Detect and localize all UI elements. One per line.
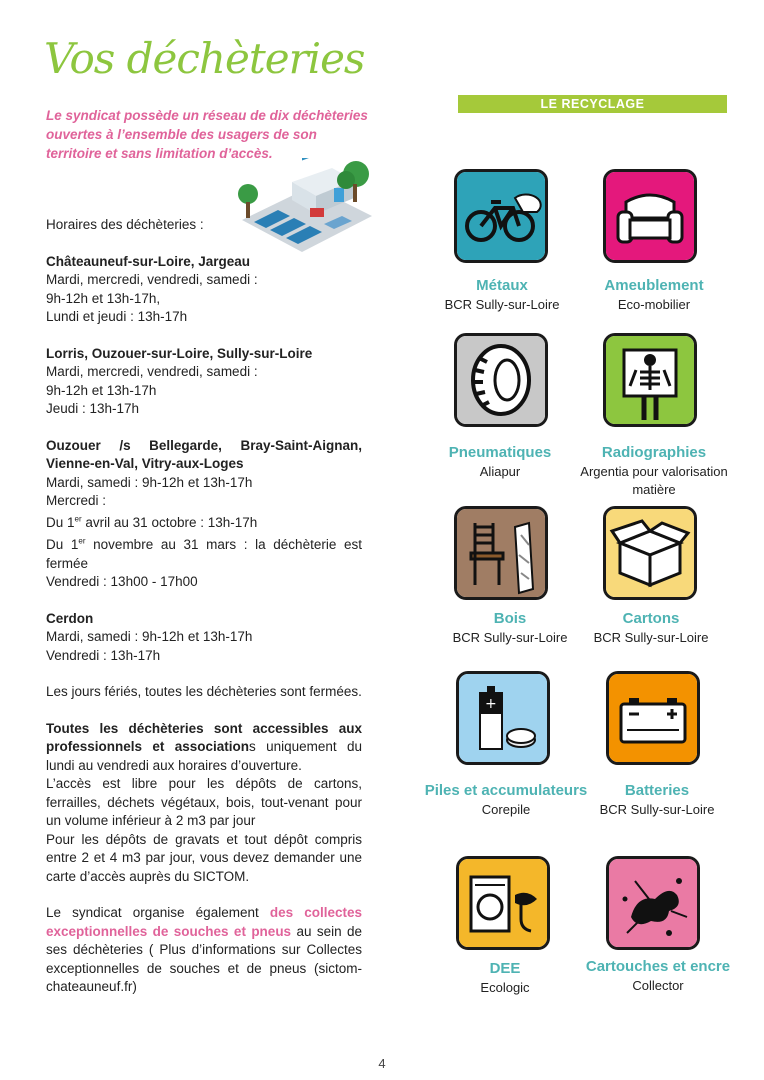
hours-line: Mardi, mercredi, vendredi, samedi : — [46, 364, 258, 379]
item-partner: Corepile — [481, 802, 531, 817]
item-partner: Argentia pour valorisation matière — [580, 464, 728, 497]
hours-line: 9h-12h et 13h-17h, — [46, 290, 161, 306]
page-title: Vos déchèteries — [44, 34, 365, 83]
hours-line: Mardi, samedi : 9h-12h et 13h-17h — [46, 629, 253, 644]
bicycle-icon — [454, 169, 548, 263]
hours-line: Vendredi : 13h00 - 17h00 — [46, 574, 198, 589]
item-name: Ameublement — [604, 277, 704, 294]
item-partner: Collector — [632, 978, 684, 993]
site-ouzouer-bellegarde — [46, 437, 362, 592]
hours-line: Lundi et jeudi : 13h-17h — [46, 309, 188, 324]
xray-icon — [603, 333, 697, 427]
armchair-icon — [603, 169, 697, 263]
recycling-item — [415, 442, 585, 481]
item-name: Cartons — [622, 610, 680, 627]
recycling-item — [417, 275, 587, 314]
hours-heading: Horaires des déchèteries : — [46, 217, 204, 232]
item-name: Bois — [493, 610, 527, 627]
battery-cell-icon — [456, 671, 550, 765]
item-name: Métaux — [476, 277, 528, 294]
page-number: 4 — [378, 1056, 386, 1071]
recycling-item — [420, 958, 590, 997]
recycling-item — [573, 956, 743, 995]
site-name: Ouzouer /s Bellegarde, Bray-Saint-Aignan, Vienne-en-Val, Vitry-aux-Loges — [46, 437, 362, 471]
recycling-banner: LE RECYCLAGE — [458, 95, 727, 113]
collect-link[interactable]: des collectes exceptionnelles de souches et pneus — [46, 905, 363, 939]
car-battery-icon — [606, 671, 700, 765]
svg-text:+: + — [485, 696, 497, 712]
recycling-item — [569, 275, 739, 314]
site-chateauneuf — [46, 253, 362, 327]
holidays-note: Les jours fériés, toutes les déchèteries sont fermées. — [46, 684, 362, 699]
item-name: Radiographies — [601, 444, 707, 461]
access-paragraph: Pour les dépôts de gravats et tout dépôt compris entre 2 et 4 m3 par jour, vous devez demander une carte d’accès auprès du SICTOM. — [46, 831, 362, 884]
item-partner: BCR Sully-sur-Loire — [452, 630, 568, 645]
access-rules: Toutes les déchèteries sont accessibles aux professionnels et associations uniquement du lundi au vendredi aux horaires d’ouverture. L’accès est libre pour les dépôts de cartons, ferrailles, déchets végétaux, bois, tout-venant pour un volume inférieur à 2 m3 par jour Pour les dépôts de gravats et tout dépôt compris entre 2 et 4 m3 par jour, vous devez demander une carte d’accès auprès du SICTOM. — [46, 720, 362, 884]
hours-line: Mercredi : — [46, 493, 107, 508]
item-partner: BCR Sully-sur-Loire — [599, 802, 715, 817]
recycling-item — [421, 780, 591, 819]
recycling-item — [572, 780, 742, 819]
appliance-icon — [456, 856, 550, 950]
item-partner: Aliapur — [479, 464, 521, 479]
hours-line: Du 1er avril au 31 octobre : 13h-17h — [46, 514, 258, 530]
item-name: Cartouches et encre — [585, 958, 731, 975]
item-name: Pneumatiques — [448, 444, 552, 461]
opening-hours-section — [46, 216, 362, 1015]
recycling-item — [569, 442, 739, 499]
cardboard-box-icon — [603, 506, 697, 600]
intro-text: Le syndicat possède un réseau de dix déchèteries ouvertes à l’ensemble des usagers de son territoire et sans limitation d’accès. — [46, 108, 368, 161]
hours-line: Du 1er novembre au 31 mars : la déchèterie est fermée — [46, 536, 362, 571]
chair-plank-icon — [454, 506, 548, 600]
site-lorris — [46, 345, 362, 419]
collect-note: Le syndicat organise également des collectes exceptionnelles de souches et pneus au sein de ses déchèteries ( Plus d’informations sur Collectes exceptionnelles de souches et de pneus (sictom-chateauneuf.fr) — [46, 905, 363, 994]
hours-line: Mardi, mercredi, vendredi, samedi : — [46, 272, 258, 287]
tire-icon — [454, 333, 548, 427]
site-name: Cerdon — [46, 610, 94, 626]
ink-splash-icon — [606, 856, 700, 950]
site-name: Châteauneuf-sur-Loire, Jargeau — [46, 253, 251, 269]
item-name: DEE — [489, 960, 521, 977]
item-name: Piles et accumulateurs — [424, 782, 588, 799]
item-partner: Ecologic — [480, 980, 530, 995]
item-partner: BCR Sully-sur-Loire — [444, 297, 560, 312]
access-paragraph: L’accès est libre pour les dépôts de cartons, ferrailles, déchets végétaux, bois, tout-venant pour un volume inférieur à 2 m3 par jour — [46, 776, 362, 828]
item-partner: BCR Sully-sur-Loire — [593, 630, 709, 645]
hours-line: Jeudi : 13h-17h — [46, 401, 140, 416]
hours-line: Vendredi : 13h-17h — [46, 647, 161, 663]
recycling-item — [566, 608, 736, 647]
site-name: Lorris, Ouzouer-sur-Loire, Sully-sur-Loire — [46, 345, 313, 361]
hours-line: Mardi, samedi : 9h-12h et 13h-17h — [46, 474, 253, 490]
item-name: Batteries — [624, 782, 690, 799]
hours-line: 9h-12h et 13h-17h — [46, 382, 157, 398]
item-partner: Eco-mobilier — [617, 297, 691, 312]
site-cerdon — [46, 610, 362, 666]
